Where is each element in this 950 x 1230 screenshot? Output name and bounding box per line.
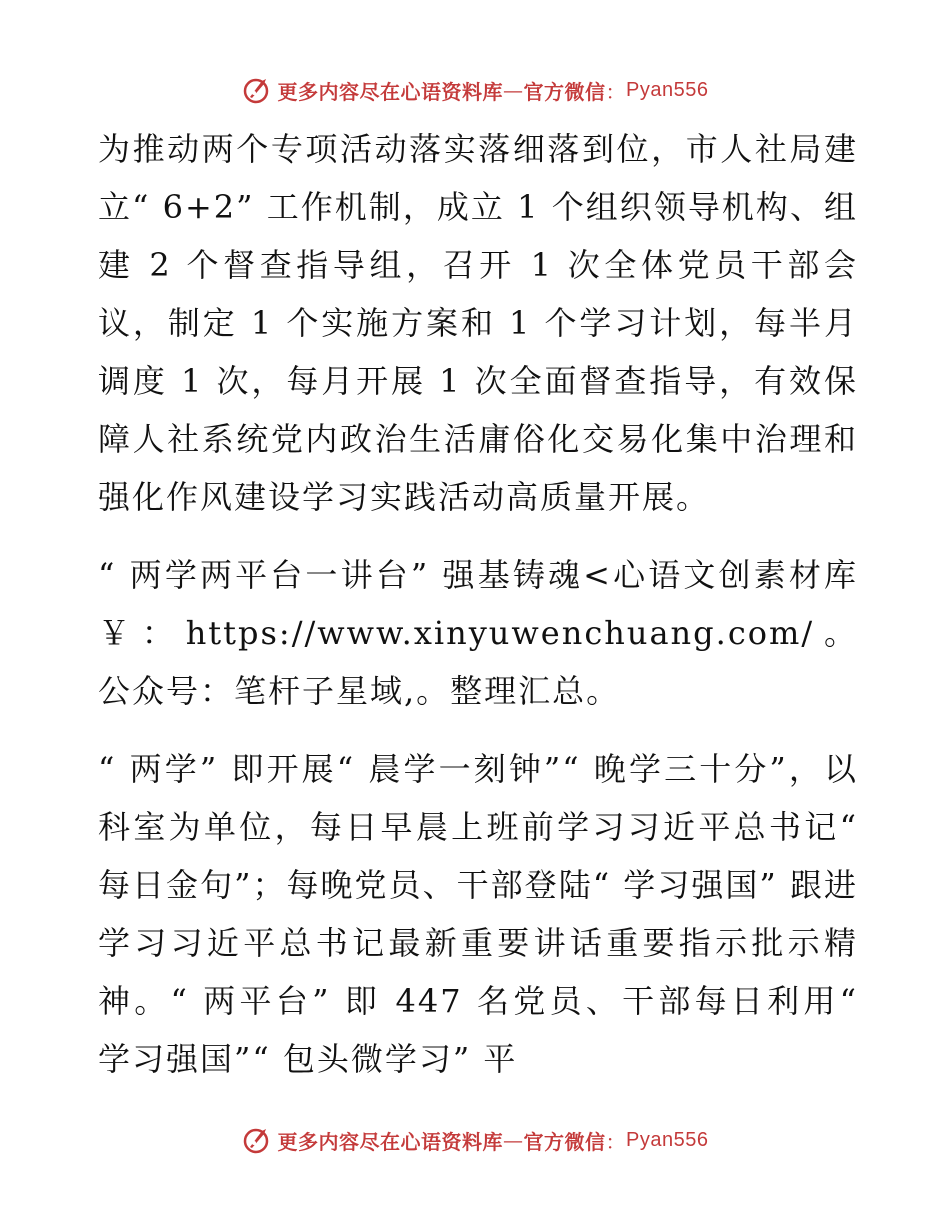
banner-wechat-id: Pyan556 (626, 1128, 709, 1151)
banner-dash: — (503, 78, 524, 102)
banner-text: 更多内容尽在心语资料库 (277, 79, 504, 104)
quill-logo-icon (242, 1125, 272, 1155)
footer-banner (0, 1120, 950, 1160)
banner-text: 更多内容尽在心语资料库 (277, 1129, 504, 1154)
paragraph: 为推动两个专项活动落实落细落到位，市人社局建立“ 6+2” 工作机制，成立 1 个组织领导机构、组建 2 个督查指导组，召开 1 次全体党员干部会议，制定 1 个实施方案和 1 个学习计划，每半月调度 1 次，每月开展 1 次全面督查指导，有效保障人社系统党内政治生活庸俗化交易化集中治理和强化作风建设学习实践活动高质量开展。 (98, 130, 858, 516)
banner-colon: ： (605, 79, 627, 104)
header-banner (0, 70, 950, 110)
paragraph: “ 两学” 即开展“ 晨学一刻钟”“ 晚学三十分”，以科室为单位，每日早晨上班前学习习近平总书记“ 每日金句”；每晚党员、干部登陆“ 学习强国” 跟进学习习近平总书记最新重要讲话重要指示批示精神。“ 两平台” 即 447 名党员、干部每日利用“ 学习强国”“ 包头微学习” 平 (98, 750, 858, 1078)
banner-wechat-id: Pyan556 (626, 78, 709, 101)
document-body (98, 120, 858, 1108)
banner-wechat-label: 官方微信 (523, 79, 606, 104)
banner-wechat-label: 官方微信 (523, 1129, 606, 1154)
banner-colon: ： (605, 1129, 627, 1154)
banner-dash: — (503, 1128, 524, 1152)
quill-logo-icon (242, 75, 272, 105)
paragraph: “ 两学两平台一讲台” 强基铸魂<心语文创素材库￥：https://www.xinyuwenchuang.com/。公众号：笔杆子星域,。整理汇总。 (98, 556, 858, 710)
